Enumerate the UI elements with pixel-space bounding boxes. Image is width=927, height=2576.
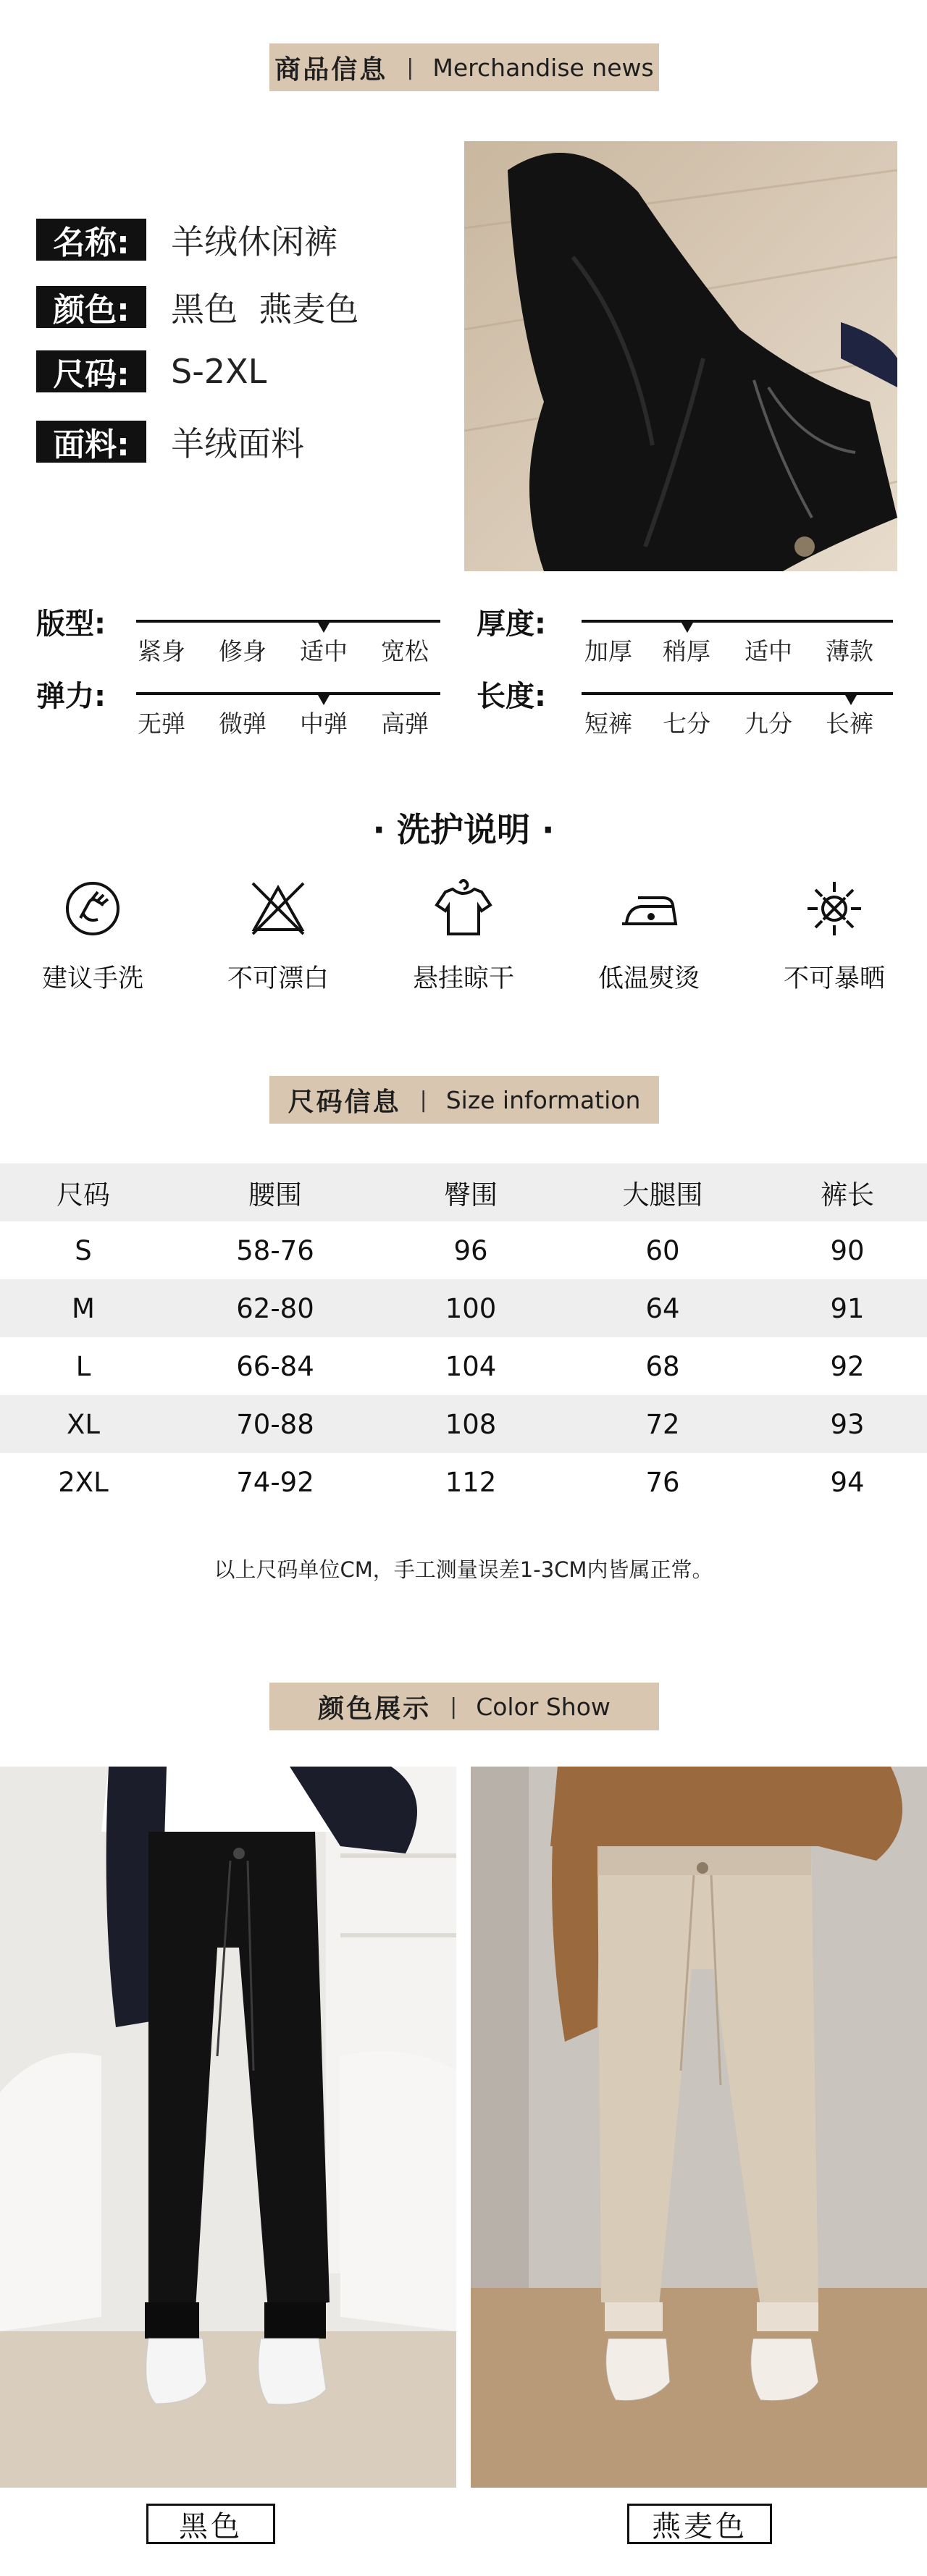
attr-option: 薄款 (826, 637, 873, 665)
hang-dry-icon (431, 876, 496, 941)
table-cell: 96 (453, 1234, 488, 1266)
attr-option: 长裤 (826, 710, 873, 738)
table-cell: 93 (830, 1408, 865, 1440)
care-label: 低温熨烫 (597, 964, 700, 993)
info-key: 面料: (36, 421, 146, 463)
table-cell: 104 (445, 1350, 497, 1382)
attr-option: 中弹 (300, 710, 348, 738)
attr-option: 紧身 (138, 637, 185, 665)
banner-title-cn: 颜色展示 (318, 1693, 432, 1724)
table-cell: 66-84 (236, 1350, 314, 1382)
table-header-cell: 腰围 (248, 1179, 302, 1211)
attr-option: 短裤 (584, 710, 632, 738)
care-label: 不可暴晒 (783, 964, 885, 993)
attr-label: 弹力: (36, 680, 106, 713)
fit-scale (36, 601, 442, 666)
table-header-row (0, 1163, 927, 1221)
care-item-no-sun (762, 876, 907, 995)
size-banner (269, 1076, 659, 1124)
table-header-cell: 大腿围 (622, 1179, 703, 1211)
table-row (0, 1395, 927, 1453)
table-row (0, 1279, 927, 1337)
table-cell: 62-80 (236, 1292, 314, 1324)
scale-line (582, 620, 893, 623)
attr-option: 宽松 (381, 637, 429, 665)
table-header-cell: 臀围 (444, 1179, 498, 1211)
info-row-size (36, 350, 267, 392)
table-cell: 60 (645, 1234, 680, 1266)
no-bleach-icon (246, 876, 311, 941)
attr-label: 版型: (36, 607, 106, 641)
color-caption-black: 黑色 (146, 2504, 275, 2544)
banner-title-en: Color Show (476, 1692, 611, 1721)
table-cell: 112 (445, 1466, 497, 1498)
low-iron-icon (616, 876, 681, 941)
info-row-fabric (36, 418, 304, 466)
table-cell: 58-76 (236, 1234, 314, 1266)
table-cell: 108 (445, 1408, 497, 1440)
attr-option: 微弹 (219, 710, 267, 738)
size-note: 以上尺码单位CM，手工测量误差1-3CM内皆属正常。 (214, 1557, 713, 1582)
attr-option: 高弹 (381, 710, 429, 738)
size-table (0, 1163, 927, 1511)
table-row (0, 1337, 927, 1395)
table-cell: 70-88 (236, 1408, 314, 1440)
table-cell: 72 (645, 1408, 680, 1440)
selected-marker-icon (681, 623, 693, 633)
care-title: · 洗护说明 · (372, 810, 555, 849)
table-cell: 90 (830, 1234, 865, 1266)
scale-line (136, 692, 440, 695)
attr-option: 九分 (744, 710, 792, 738)
banner-title-en: Merchandise news (432, 53, 654, 82)
attr-option: 适中 (300, 637, 348, 665)
color-caption-oatmeal: 燕麦色 (627, 2504, 772, 2544)
attr-option: 适中 (744, 637, 792, 665)
product-closeup-photo (464, 141, 897, 571)
table-cell: 91 (830, 1292, 865, 1324)
selected-marker-icon (318, 623, 330, 633)
black-pants-photo (0, 1767, 456, 2488)
table-cell: S (75, 1234, 92, 1266)
info-key: 名称: (36, 219, 146, 261)
table-row (0, 1221, 927, 1279)
info-value: 羊绒面料 (171, 424, 304, 463)
care-label: 悬挂晾干 (412, 964, 514, 993)
care-item-low-iron (576, 876, 721, 995)
info-value: S-2XL (171, 352, 267, 391)
banner-separator: | (419, 1087, 427, 1113)
attr-label: 长度: (477, 680, 546, 713)
banner-title-en: Size information (445, 1085, 641, 1114)
selected-marker-icon (845, 695, 857, 705)
table-cell: XL (67, 1408, 100, 1440)
length-scale (477, 673, 897, 738)
table-cell: 100 (445, 1292, 497, 1324)
table-cell: 76 (645, 1466, 680, 1498)
oatmeal-pants-photo (471, 1767, 927, 2488)
banner-separator: | (406, 54, 414, 80)
info-value: 黑色 燕麦色 (171, 290, 359, 329)
no-sun-icon (802, 876, 867, 941)
table-cell: 94 (830, 1466, 865, 1498)
thickness-scale (477, 601, 897, 666)
banner-title-cn: 尺码信息 (288, 1087, 401, 1117)
info-value: 羊绒休闲裤 (171, 222, 337, 261)
care-item-no-bleach (206, 876, 351, 995)
elasticity-scale (36, 673, 442, 738)
attr-option: 七分 (663, 710, 710, 738)
banner-title-cn: 商品信息 (274, 54, 388, 85)
table-cell: 2XL (58, 1466, 109, 1498)
table-cell: 74-92 (236, 1466, 314, 1498)
banner-separator: | (450, 1693, 458, 1720)
selected-marker-icon (318, 695, 330, 705)
scale-line (136, 620, 440, 623)
table-row (0, 1453, 927, 1511)
table-header-cell: 裤长 (821, 1179, 874, 1211)
care-item-hand-wash (20, 876, 165, 995)
hand-wash-icon (60, 876, 125, 941)
info-key: 尺码: (36, 350, 146, 392)
attr-option: 稍厚 (663, 637, 710, 665)
care-label: 不可漂白 (227, 964, 329, 993)
attr-label: 厚度: (477, 607, 546, 641)
care-label: 建议手洗 (41, 964, 143, 993)
table-cell: 64 (645, 1292, 680, 1324)
merchandise-banner (269, 43, 659, 91)
care-item-hang-dry (391, 876, 536, 995)
attr-option: 无弹 (138, 710, 185, 738)
table-cell: 68 (645, 1350, 680, 1382)
table-cell: L (75, 1350, 91, 1382)
table-header-cell: 尺码 (56, 1179, 110, 1211)
attr-option: 加厚 (584, 637, 632, 665)
table-cell: M (72, 1292, 95, 1324)
table-cell: 92 (830, 1350, 865, 1382)
color-banner (269, 1683, 659, 1730)
info-row-name (36, 216, 337, 264)
info-row-color (36, 283, 358, 331)
attr-option: 修身 (219, 637, 267, 665)
info-key: 颜色: (36, 286, 146, 328)
